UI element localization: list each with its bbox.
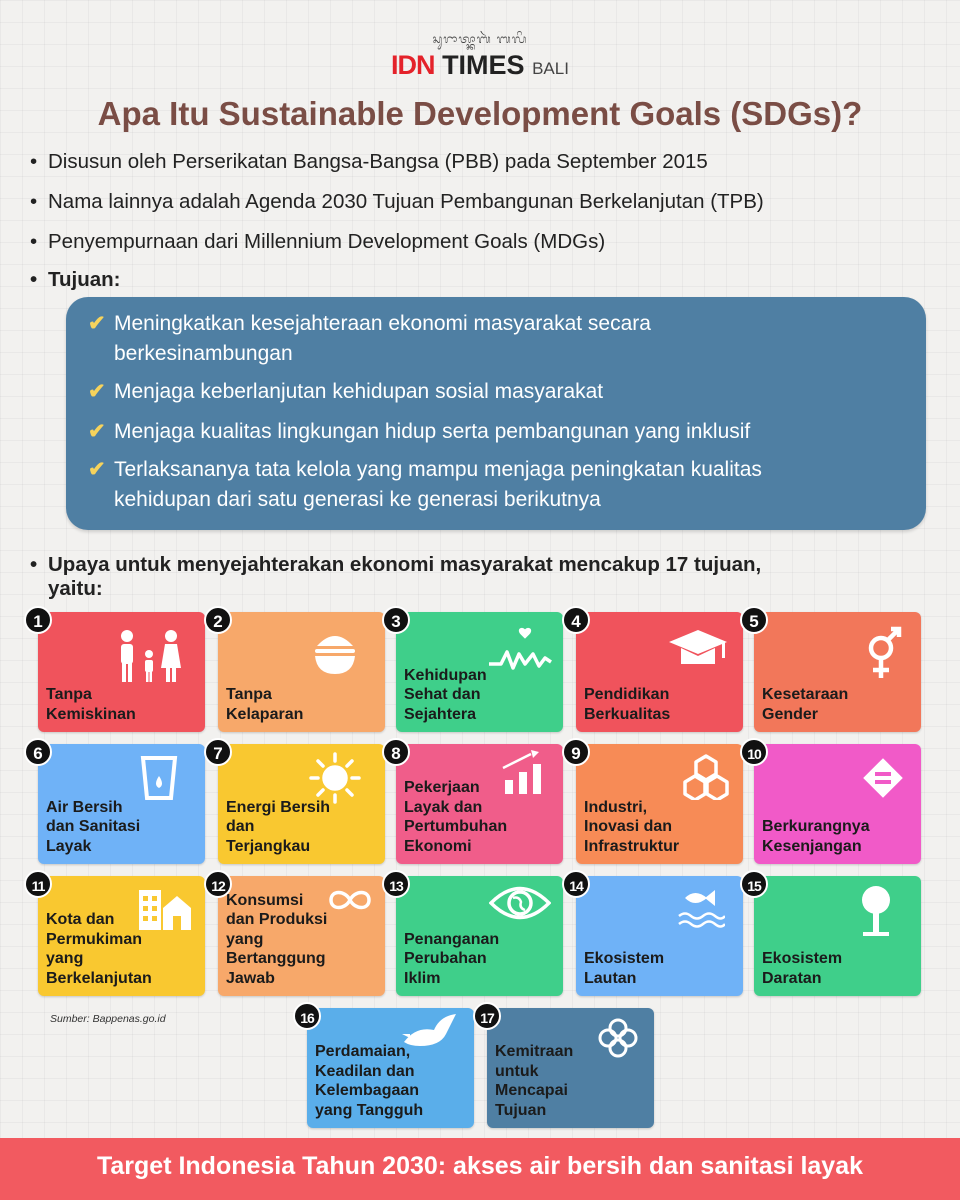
- sdg-label: Tanpa Kelaparan: [226, 686, 304, 723]
- upaya-heading: • Upaya untuk menyejahterakan ekonomi masyarakat mencakup 17 tujuan, yaitu:: [30, 553, 762, 600]
- sdg-tile-4: [576, 612, 743, 732]
- sdg-number-badge: 12: [204, 870, 232, 898]
- sdg-label: Perdamaian, Keadilan dan Kelembagaan yang Tangguh: [315, 1043, 424, 1119]
- sdg-tile-16: [307, 1008, 474, 1128]
- sdg-tile-13: [396, 876, 563, 996]
- intro-bullet-1: • Disusun oleh Perserikatan Bangsa-Bangsa (PBB) pada September 2015: [30, 150, 708, 173]
- sdg-number-badge: 11: [24, 870, 52, 898]
- sdg-tile-17: [487, 1008, 654, 1128]
- sdg-number-badge: 6: [24, 738, 52, 766]
- sdg-tile-2: [218, 612, 385, 732]
- sdg-label: Konsumsi dan Produksi yang Bertanggung Jawab: [226, 891, 328, 987]
- intro-bullet-3: • Penyempurnaan dari Millennium Development Goals (MDGs): [30, 230, 606, 253]
- intro-bullet-2: • Nama lainnya adalah Agenda 2030 Tujuan Pembangunan Berkelanjutan (TPB): [30, 190, 764, 213]
- water-glass-icon: [139, 754, 179, 802]
- sdg-tile-11: [38, 876, 205, 996]
- sdg-number-badge: 9: [562, 738, 590, 766]
- check-icon: ✔: [88, 458, 106, 481]
- sdg-number-badge: 16: [293, 1002, 321, 1030]
- sdg-number-badge: 14: [562, 870, 590, 898]
- sdg-label: Berkurangnya Kesenjangan: [762, 818, 870, 855]
- fish-icon: [677, 886, 725, 930]
- tree-icon: [855, 884, 897, 938]
- equal-icon: [861, 756, 905, 800]
- sdg-label: Kehidupan Sehat dan Sejahtera: [404, 666, 487, 723]
- goal-item-3: ✔ Menjaga kualitas lingkungan hidup serta pembangunan yang inklusif: [88, 417, 918, 447]
- sdg-tile-10: [754, 744, 921, 864]
- goal-item-2: ✔ Menjaga keberlanjutan kehidupan sosial masyarakat: [88, 377, 918, 407]
- goal-item-1: ✔ Meningkatkan kesejahteraan ekonomi masyarakat secara berkesinambungan: [88, 309, 918, 369]
- brand-times: TIMES: [442, 50, 525, 80]
- sun-icon: [309, 752, 361, 804]
- brand-script-text: ᬲᬸᬭᬵᬢ᭄ᬓᬵᬩᬃ ᬩᬮᬶ: [432, 32, 528, 46]
- sdg-tile-5: [754, 612, 921, 732]
- goal-item-4: ✔ Terlaksananya tata kelola yang mampu menjaga peningkatan kualitas kehidupan dari satu generasi ke generasi berikutnya: [88, 455, 918, 515]
- sdg-number-badge: 8: [382, 738, 410, 766]
- sdg-number-badge: 13: [382, 870, 410, 898]
- sdg-label: Pendidikan Berkualitas: [584, 686, 671, 723]
- sdg-number-badge: 5: [740, 606, 768, 634]
- sdg-tile-14: [576, 876, 743, 996]
- tujuan-heading: • Tujuan:: [30, 268, 121, 291]
- sdg-label: Industri, Inovasi dan Infrastruktur: [584, 798, 680, 855]
- sdg-number-badge: 17: [473, 1002, 501, 1030]
- sdg-label: Pekerjaan Layak dan Pertumbuhan Ekonomi: [404, 779, 508, 855]
- sdg-tile-6: [38, 744, 205, 864]
- brand-idn: IDN: [391, 50, 435, 80]
- check-icon: ✔: [88, 312, 106, 335]
- gender-icon: [863, 626, 903, 682]
- sdg-label: Energi Bersih dan Terjangkau: [226, 798, 331, 855]
- check-icon: ✔: [88, 420, 106, 443]
- sdg-number-badge: 1: [24, 606, 52, 634]
- sdg-tile-15: [754, 876, 921, 996]
- page-title: Apa Itu Sustainable Development Goals (SDGs)?: [97, 95, 863, 132]
- sdg-label: Tanpa Kemiskinan: [46, 686, 136, 723]
- sdg-label: Ekosistem Lautan: [584, 950, 665, 987]
- sdg-number-badge: 2: [204, 606, 232, 634]
- sdg-label: Ekosistem Daratan: [762, 950, 843, 987]
- rice-bowl-icon: [311, 630, 359, 678]
- check-icon: ✔: [88, 380, 106, 403]
- sdg-label: Kota dan Permukiman yang Berkelanjutan: [46, 911, 152, 987]
- family-icon: [113, 628, 185, 684]
- sdg-number-badge: 3: [382, 606, 410, 634]
- sdg-label: Kesetaraan Gender: [762, 686, 849, 723]
- sdg-number-badge: 15: [740, 870, 768, 898]
- brand-logo: [0, 50, 960, 81]
- sdg-label: Kemitraan untuk Mencapai Tujuan: [495, 1043, 574, 1119]
- sdg-tile-9: [576, 744, 743, 864]
- sdg-number-badge: 4: [562, 606, 590, 634]
- goals-box: [66, 297, 926, 530]
- sdg-tile-12: [218, 876, 385, 996]
- sdg-tile-3: [396, 612, 563, 732]
- graduation-cap-icon: [667, 626, 729, 672]
- source-note: Sumber: Bappenas.go.id: [50, 1013, 166, 1025]
- sdg-tile-1: [38, 612, 205, 732]
- footer-text: Target Indonesia Tahun 2030: akses air bersih dan sanitasi layak: [96, 1152, 864, 1180]
- sdg-label: Air Bersih dan Sanitasi Layak: [46, 798, 141, 855]
- sdg-tile-8: [396, 744, 563, 864]
- sdg-number-badge: 10: [740, 738, 768, 766]
- sdg-number-badge: 7: [204, 738, 232, 766]
- sdg-label: Penanganan Perubahan Iklim: [404, 930, 500, 987]
- cubes-icon: [683, 754, 729, 800]
- eye-globe-icon: [489, 884, 551, 922]
- brand-region: BALI: [532, 59, 569, 78]
- sdg-tile-7: [218, 744, 385, 864]
